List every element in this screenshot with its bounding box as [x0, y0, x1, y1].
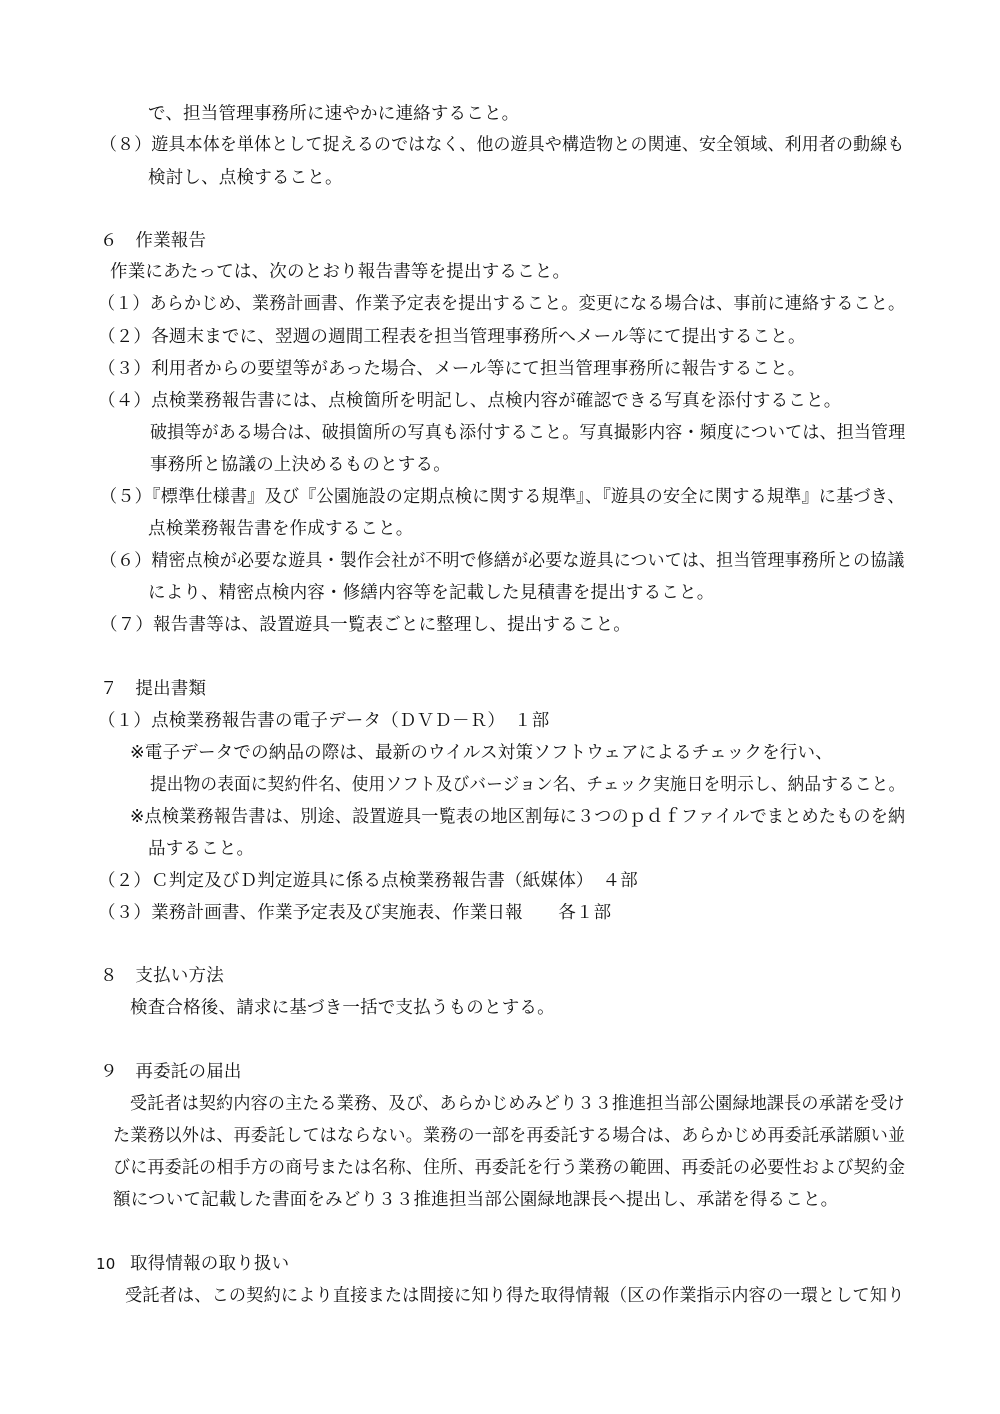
text-line: 点検業務報告書を作成すること。 [148, 519, 414, 539]
list-item-4: （４）点検業務報告書には、点検箇所を明記し、点検内容が確認できる写真を添付すること。 [98, 391, 842, 411]
list-item-7: （７）報告書等は、設置遊具一覧表ごとに整理し、提出すること。 [100, 615, 631, 635]
note-line: ※点検業務報告書は、別途、設置遊具一覧表の地区割毎に３つのｐｄｆファイルでまとめたものを納 [130, 807, 906, 827]
list-item-6: （６）精密点検が必要な遊具・製作会社が不明で修繕が必要な遊具については、担当管理事務所との協議 [100, 551, 905, 571]
text-line: 提出物の表面に契約件名、使用ソフト及びバージョン名、チェック実施日を明示し、納品すること。 [150, 775, 906, 795]
paragraph-line: た業務以外は、再委託してはならない。業務の一部を再委託する場合は、あらかじめ再委託承諾願い並 [113, 1126, 906, 1146]
section-number-10: 10 [96, 1255, 116, 1273]
text-line: 破損等がある場合は、破損箇所の写真も添付すること。写真撮影内容・頻度については、担当管理 [150, 423, 906, 443]
text-line: で、担当管理事務所に速やかに連絡すること。 [148, 104, 520, 124]
section-intro: 作業にあたっては、次のとおり報告書等を提出すること。 [110, 262, 571, 282]
section-heading-10: 取得情報の取り扱い [130, 1254, 290, 1274]
list-item-1: （１）点検業務報告書の電子データ（ＤＶＤ－Ｒ） １部 [98, 711, 550, 731]
list-item-5: （５）『標準仕様書』及び『公園施設の定期点検に関する規準』、『遊具の安全に関する規準』に基づき、 [100, 487, 905, 507]
list-item-2: （２）各週末までに、翌週の週間工程表を担当管理事務所へメール等にて提出すること。 [98, 327, 806, 347]
text-line: により、精密点検内容・修繕内容等を記載した見積書を提出すること。 [148, 583, 715, 603]
paragraph-line: 額について記載した書面をみどり３３推進担当部公園緑地課長へ提出し、承諾を得ること。 [113, 1190, 839, 1210]
list-item-1: （１）あらかじめ、業務計画書、作業予定表を提出すること。変更になる場合は、事前に連絡すること。 [98, 294, 906, 314]
text-line: 検討し、点検すること。 [148, 168, 343, 188]
text-line: 品すること。 [148, 839, 255, 859]
section-heading-6: ６ 作業報告 [100, 231, 207, 251]
list-item-3: （３）業務計画書、作業予定表及び実施表、作業日報 各１部 [98, 903, 612, 923]
list-item-8: （８）遊具本体を単体として捉えるのではなく、他の遊具や構造物との関連、安全領域、利用者の動線も [100, 135, 905, 155]
paragraph-line: 受託者は、この契約により直接または間接に知り得た取得情報（区の作業指示内容の一環として知り [125, 1286, 905, 1306]
text-line: 事務所と協議の上決めるものとする。 [150, 455, 451, 475]
section-heading-8: ８ 支払い方法 [100, 966, 224, 986]
paragraph-line: 受託者は契約内容の主たる業務、及び、あらかじめみどり３３推進担当部公園緑地課長の承諾を受け [130, 1094, 905, 1114]
list-item-2: （２）Ｃ判定及びＤ判定遊具に係る点検業務報告書（紙媒体） ４部 [98, 871, 638, 891]
paragraph-line: びに再委託の相手方の商号または名称、住所、再委託を行う業務の範囲、再委託の必要性および契約金 [113, 1158, 906, 1178]
section-heading-9: ９ 再委託の届出 [100, 1062, 242, 1082]
note-line: ※電子データでの納品の際は、最新のウイルス対策ソフトウェアによるチェックを行い、 [130, 743, 833, 763]
paragraph-line: 検査合格後、請求に基づき一括で支払うものとする。 [130, 998, 555, 1018]
list-item-3: （３）利用者からの要望等があった場合、メール等にて担当管理事務所に報告すること。 [98, 359, 806, 379]
section-heading-7: ７ 提出書類 [100, 679, 207, 699]
